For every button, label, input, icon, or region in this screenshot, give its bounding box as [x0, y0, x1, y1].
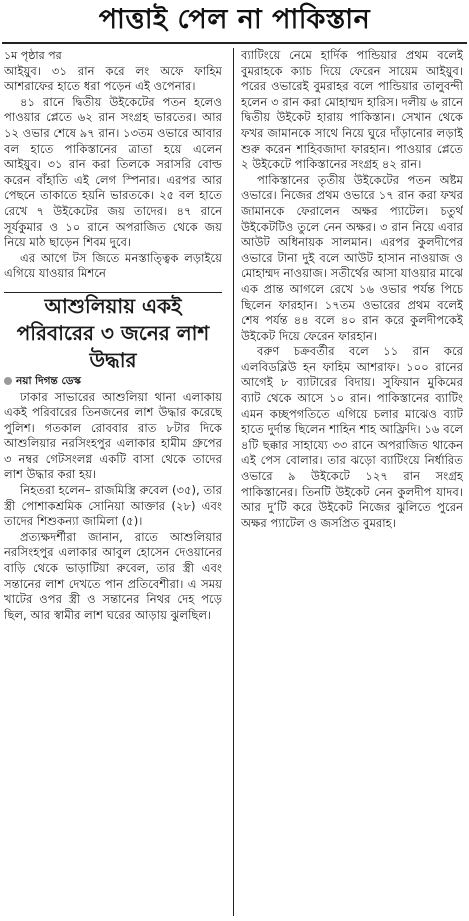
article-paragraph: এর আগে টস জিতে মনস্তাত্ত্বিক লড়াইয়ে এগিয়ে যাওয়ার মিশনে [4, 250, 222, 281]
article-paragraph: ব্যাটিংয়ে নেমে হার্দিক পান্ডিয়ার প্রথম বলেই বুমরাহকে ক্যাচ দিয়ে ফেরেন সায়েম আইয়ুব। পরের ওভারেই বুমরাহর বলে পান্ডিয়ার তালুবন্দী হলেন ৩ রান করা মোহাম্মদ হারিস। দলীয় ৬ রানে দ্বিতীয় উইকেট হারায় পাকিস্তান। সেখান থেকে ফখর জামানকে সাথে নিয়ে ঘুরে দাঁড়ানোর লড়াই শুরু করেন শাহিবজাদা ফারহান। পাওয়ার প্লেতে ২ উইকেটে পাকিস্তানের সংগ্রহ ৪২ রান। [241, 48, 463, 172]
byline-bullet-icon [4, 377, 12, 385]
story-paragraph: প্রত্যক্ষদর্শীরা জানান, রাতে আশুলিয়ার নরসিংহপুর এলাকার আবুল হোসেন দেওয়ানের বাড়ি থেকে ভাড়াটিয়া রুবেল, তার স্ত্রী এবং সন্তানের লাশ দেখতে পান প্রতিবেশীরা। এ সময় খাটের ওপর স্ত্রী ও সন্তানের নিথর দেহ পড়ে ছিল, আর স্বামীর লাশ ঘরের আড়ায় ঝুলছিল। [4, 529, 222, 622]
byline-text: নয়া দিগন্ত ডেস্ক [16, 374, 81, 387]
right-column [241, 48, 463, 531]
story-paragraph: নিহতরা হলেন– রাজমিস্ত্রি রুবেল (৩৫), তার স্ত্রী পোশাকশ্রমিক সোনিয়া আক্তার (২৮) এবং তাদের শিশুকন্যা জামিলা (৫)। [4, 483, 222, 529]
article-paragraph: বরুণ চক্রবর্তীর বলে ১১ রান করে এলবিডব্লিউ হন ফাহিম আশরাফ। ১০০ রানের আগেই ৮ ব্যাটারের বিদায়। সুফিয়ান মুকিমের ব্যাট থেকে আসে ১০ রান। পাকিস্তানের ব্যাটিং এমন কচ্ছপগতিতে এগিয়ে চলার মাঝেও ব্যাট হাতে দুর্দান্ত ছিলেন শাহিন শাহ আফ্রিদি। ১৬ বলে ৪টি ছক্কার সাহায্যে ৩৩ রানে অপরাজিত থাকেন এই পেস বোলার। তার ঝড়ো ব্যাটিংয়ে নির্ধারিত ওভারে ৯ উইকেটে ১২৭ রান সংগ্রহ পাকিস্তানের। তিনটি উইকেট নেন কুলদীপ যাদব। আর দু’টি করে উইকেট নিজের ঝুলিতে পুরেন অক্ষর প্যাটেল ও জসপ্রিত বুমরাহ। [241, 344, 463, 530]
left-column [4, 48, 222, 623]
column-divider [233, 48, 234, 916]
article-paragraph: আইয়ুব। ৩১ রান করে লং অফে ফাহিম আশরাফের হাতে ধরা পড়েন এই ওপেনার। [4, 63, 222, 94]
headline: পাত্তাই পেল না পাকিস্তান [98, 4, 371, 35]
byline [4, 374, 222, 390]
headline-rule [2, 42, 467, 44]
story-divider [4, 292, 222, 293]
article-paragraph: পাকিস্তানের তৃতীয় উইকেটের পতন অষ্টম ওভারে। নিজের প্রথম ওভারে ১৭ রান করা ফখর জামানকে ফেরালেন অক্ষর প্যাটেল। চতুর্থ উইকেটটিও তুলে নেন অক্ষর। ৩ রান নিয়ে এবার আউট অধিনায়ক সালমান। এরপর কুলদীপের ওভারে টানা দুই বলে আউট হাসান নাওয়াজ ও মোহাম্মদ নাওয়াজ। সতীর্থের আসা যাওয়ার মাঝে এক প্রান্ত আগলে রেখে ১৬ ওভার পর্যন্ত পিচে ছিলেন ফারহান। ১৭তম ওভারের প্রথম বলেই শেষ পর্যন্ত ৪৪ বলে ৪০ রান করে কুলদীপকেই উইকেট দিয়ে ফেরেন ফারহান। [241, 172, 463, 343]
continuation-kicker: ১ম পৃষ্ঠার পর [4, 49, 62, 62]
story-headline: আশুলিয়ায় একই পরিবারের ৩ জনের লাশ উদ্ধার [16, 293, 210, 372]
story-paragraph: ঢাকার সাভারের আশুলিয়া থানা এলাকায় একই পরিবারের তিনজনের লাশ উদ্ধার করেছে পুলিশ। গতকাল রোববার রাত ৮টার দিকে আশুলিয়ার নরসিংহপুর এলাকার হামীম গ্রুপের ৩ নম্বর গেটসংলগ্ন একটি বাসা থেকে তাদের লাশ উদ্ধার করা হয়। [4, 389, 222, 482]
article-paragraph: ৪১ রানে দ্বিতীয় উইকেটের পতন হলেও পাওয়ার প্লেতে ৬২ রান সংগ্রহ ভারতের। আর ১২ ওভার শেষে ৯৭ রান। ১৩তম ওভারে আবার বল হাতে পাকিস্তানের ত্রাতা হয়ে এলেন আইয়ুব। ৩১ রান করা তিলকে সরাসরি বোল্ড করেন বাঁহাতি এই লেগ স্পিনার। এরপর আর পেছনে তাকাতে হয়নি ভারতকে। ২৫ বল হাতে রেখে ৭ উইকেটের জয় তাদের। ৪৭ রানে সূর্যকুমার ও ১০ রানে অপরাজিত থেকে জয় নিয়ে মাঠ ছাড়েন শিবম দুবে। [4, 94, 222, 250]
